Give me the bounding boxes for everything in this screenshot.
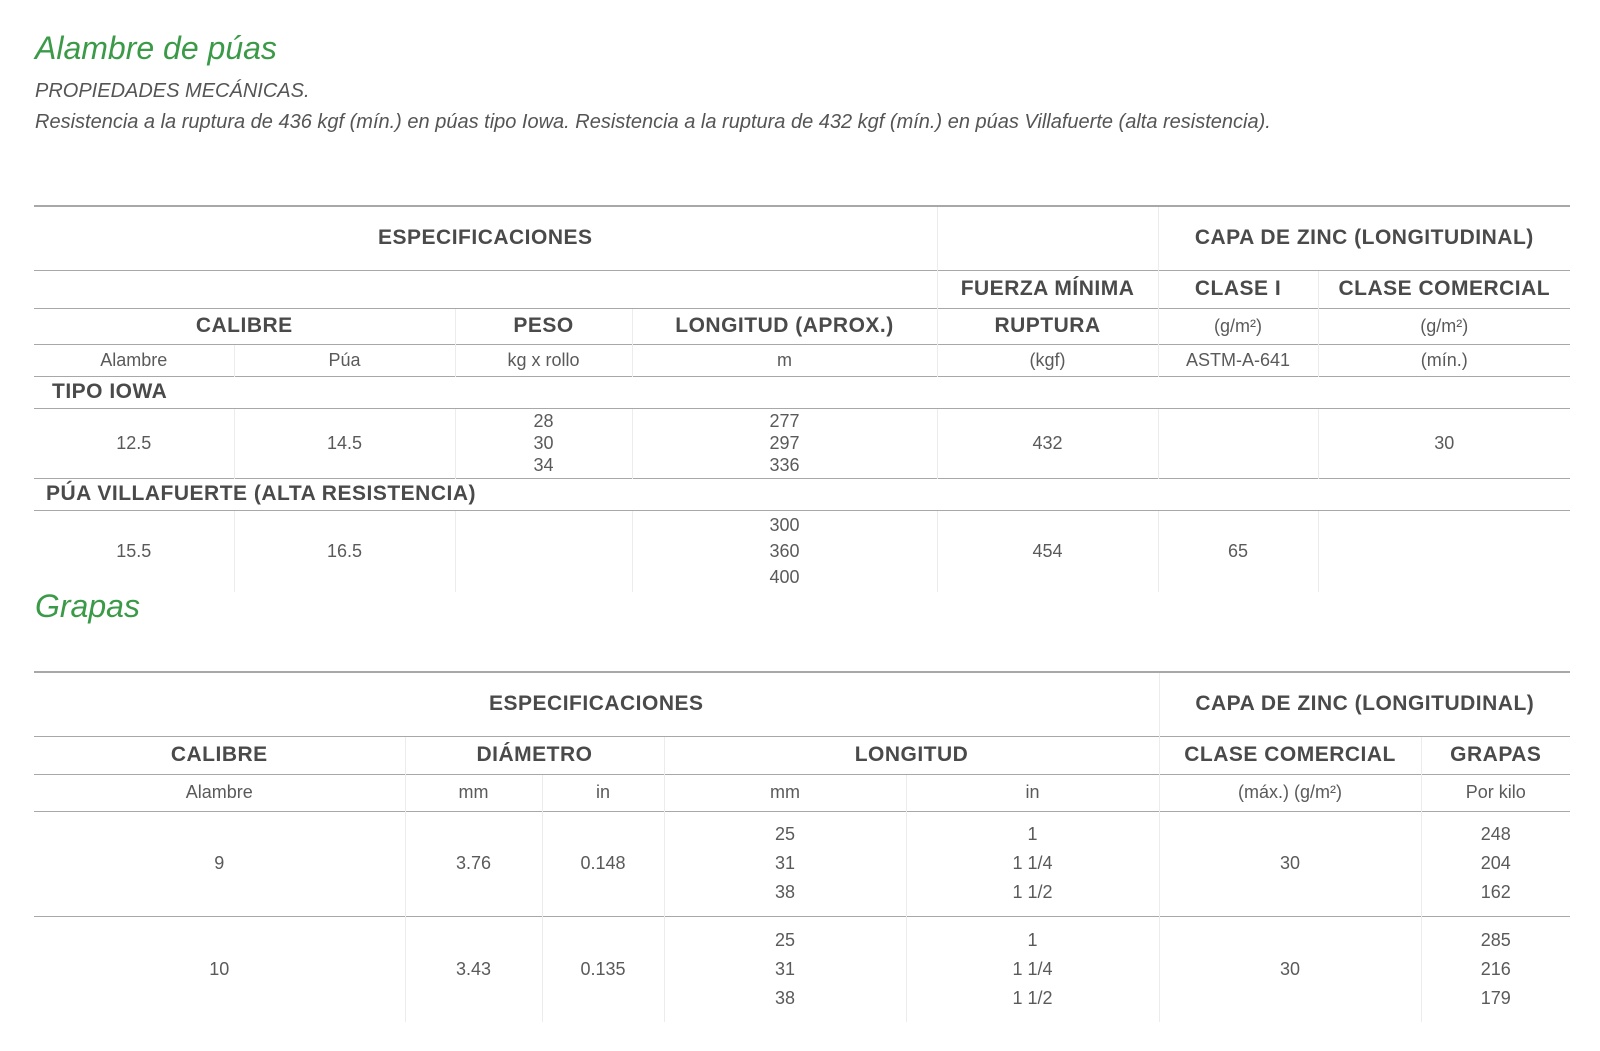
- cell-value: 30: [533, 433, 554, 453]
- cell-value: 277: [769, 411, 800, 431]
- header-peso: PESO: [455, 308, 632, 344]
- cell-alambre: 12.5: [34, 408, 234, 478]
- table-row: [34, 916, 1570, 1022]
- cell-longitud-in: [906, 916, 1159, 1022]
- unit-pua: Púa: [234, 344, 455, 376]
- unit-in: in: [906, 774, 1159, 811]
- cell-value: 1 1/2: [1012, 987, 1053, 1008]
- cell-pua: 16.5: [234, 510, 455, 592]
- grapas-specs-table: [34, 671, 1570, 1022]
- cell-value: 25: [774, 824, 796, 844]
- header-empty: [34, 270, 937, 308]
- cell-value: 360: [769, 541, 800, 562]
- header-row-1: [34, 672, 1570, 736]
- header-row-2: [34, 736, 1570, 774]
- cell-value: 216: [1480, 958, 1511, 979]
- cell-diametro-in: 0.148: [542, 811, 664, 916]
- unit-max-gm2: (máx.) (g/m²): [1159, 774, 1421, 811]
- cell-ruptura: 432: [937, 408, 1158, 478]
- cell-value: 1: [1027, 929, 1038, 950]
- cell-value: 1 1/2: [1012, 882, 1053, 902]
- cell-ruptura: 454: [937, 510, 1158, 592]
- cell-clase-i: 65: [1158, 510, 1318, 592]
- header-diametro: DIÁMETRO: [405, 736, 664, 774]
- cell-value: 25: [774, 929, 796, 950]
- cell-pua: 14.5: [234, 408, 455, 478]
- section-label-villafuerte: PÚA VILLAFUERTE (ALTA RESISTENCIA): [34, 478, 1570, 510]
- alambre-specs-table: [34, 205, 1570, 592]
- cell-diametro-in: 0.135: [542, 916, 664, 1022]
- cell-value: 336: [769, 455, 800, 475]
- section-label-tipo-iowa: TIPO IOWA: [34, 376, 1570, 408]
- cell-value: 248: [1480, 824, 1511, 844]
- unit-astm: ASTM-A-641: [1158, 344, 1318, 376]
- unit-row: [34, 774, 1570, 811]
- cell-value: 204: [1480, 853, 1511, 873]
- cell-value: 31: [774, 958, 796, 979]
- unit-gm2: (g/m²): [1318, 308, 1570, 344]
- cell-peso: [455, 408, 632, 478]
- table-row: [34, 510, 1570, 592]
- section-row-iowa: [34, 376, 1570, 408]
- cell-calibre: 10: [34, 916, 405, 1022]
- header-clase-i: CLASE I: [1158, 270, 1318, 308]
- unit-mm: mm: [405, 774, 542, 811]
- header-especificaciones: ESPECIFICACIONES: [34, 206, 937, 270]
- cell-grapas: [1421, 811, 1570, 916]
- cell-value: 31: [774, 853, 796, 873]
- header-empty: [937, 206, 1158, 270]
- cell-longitud: [632, 510, 937, 592]
- cell-diametro-mm: 3.76: [405, 811, 542, 916]
- header-row-1: [34, 206, 1570, 270]
- unit-in: in: [542, 774, 664, 811]
- header-longitud: LONGITUD: [664, 736, 1159, 774]
- cell-calibre: 9: [34, 811, 405, 916]
- cell-clase-i: [1158, 408, 1318, 478]
- header-longitud: LONGITUD (APROX.): [632, 308, 937, 344]
- cell-value: 38: [774, 987, 796, 1008]
- table-row: [34, 811, 1570, 916]
- header-calibre: CALIBRE: [34, 308, 455, 344]
- section-title-alambre: Alambre de púas: [35, 30, 277, 66]
- unit-mm: mm: [664, 774, 906, 811]
- cell-longitud: [632, 408, 937, 478]
- cell-value: 400: [769, 567, 800, 588]
- cell-longitud-mm: [664, 811, 906, 916]
- cell-diametro-mm: 3.43: [405, 916, 542, 1022]
- unit-row: [34, 344, 1570, 376]
- cell-value: 179: [1480, 987, 1511, 1008]
- unit-alambre: Alambre: [34, 344, 234, 376]
- cell-longitud-in: [906, 811, 1159, 916]
- unit-por-kilo: Por kilo: [1421, 774, 1570, 811]
- header-capa-zinc: CAPA DE ZINC (LONGITUDINAL): [1159, 672, 1570, 736]
- section-subtitle: PROPIEDADES MECÁNICAS.: [35, 80, 310, 102]
- header-clase-comercial: CLASE COMERCIAL: [1159, 736, 1421, 774]
- unit-m: m: [632, 344, 937, 376]
- cell-clase-comercial: 30: [1159, 916, 1421, 1022]
- header-especificaciones: ESPECIFICACIONES: [34, 672, 1159, 736]
- unit-gm2: (g/m²): [1158, 308, 1318, 344]
- header-row-3: [34, 308, 1570, 344]
- header-clase-comercial: CLASE COMERCIAL: [1318, 270, 1570, 308]
- table-row: [34, 408, 1570, 478]
- cell-grapas: [1421, 916, 1570, 1022]
- cell-value: 162: [1480, 882, 1511, 902]
- unit-alambre: Alambre: [34, 774, 405, 811]
- section-description: Resistencia a la ruptura de 436 kgf (mín.) en púas tipo Iowa. Resistencia a la ruptura de 432 kgf (mín.) en púas Villafuerte (alta resistencia).: [35, 111, 1271, 133]
- cell-clase-comercial: 30: [1318, 408, 1570, 478]
- cell-value: 28: [533, 411, 554, 431]
- cell-clase-comercial: [1318, 510, 1570, 592]
- header-capa-zinc: CAPA DE ZINC (LONGITUDINAL): [1158, 206, 1570, 270]
- cell-value: 1 1/4: [1012, 958, 1053, 979]
- cell-longitud-mm: [664, 916, 906, 1022]
- cell-value: 285: [1480, 929, 1511, 950]
- header-calibre: CALIBRE: [34, 736, 405, 774]
- cell-clase-comercial: 30: [1159, 811, 1421, 916]
- header-grapas: GRAPAS: [1421, 736, 1570, 774]
- cell-value: 38: [774, 882, 796, 902]
- cell-value: 1: [1027, 824, 1038, 844]
- unit-kg: kg x rollo: [455, 344, 632, 376]
- section-title-grapas: Grapas: [35, 588, 140, 624]
- header-ruptura: RUPTURA: [937, 308, 1158, 344]
- cell-peso: [455, 510, 632, 592]
- section-row-villafuerte: [34, 478, 1570, 510]
- cell-value: 300: [769, 515, 800, 536]
- cell-value: 1 1/4: [1012, 853, 1053, 873]
- cell-value: 297: [769, 433, 800, 453]
- unit-kgf: (kgf): [937, 344, 1158, 376]
- cell-value: 34: [533, 455, 554, 475]
- cell-alambre: 15.5: [34, 510, 234, 592]
- header-row-2: [34, 270, 1570, 308]
- header-fuerza-minima: FUERZA MÍNIMA: [937, 270, 1158, 308]
- unit-min: (mín.): [1318, 344, 1570, 376]
